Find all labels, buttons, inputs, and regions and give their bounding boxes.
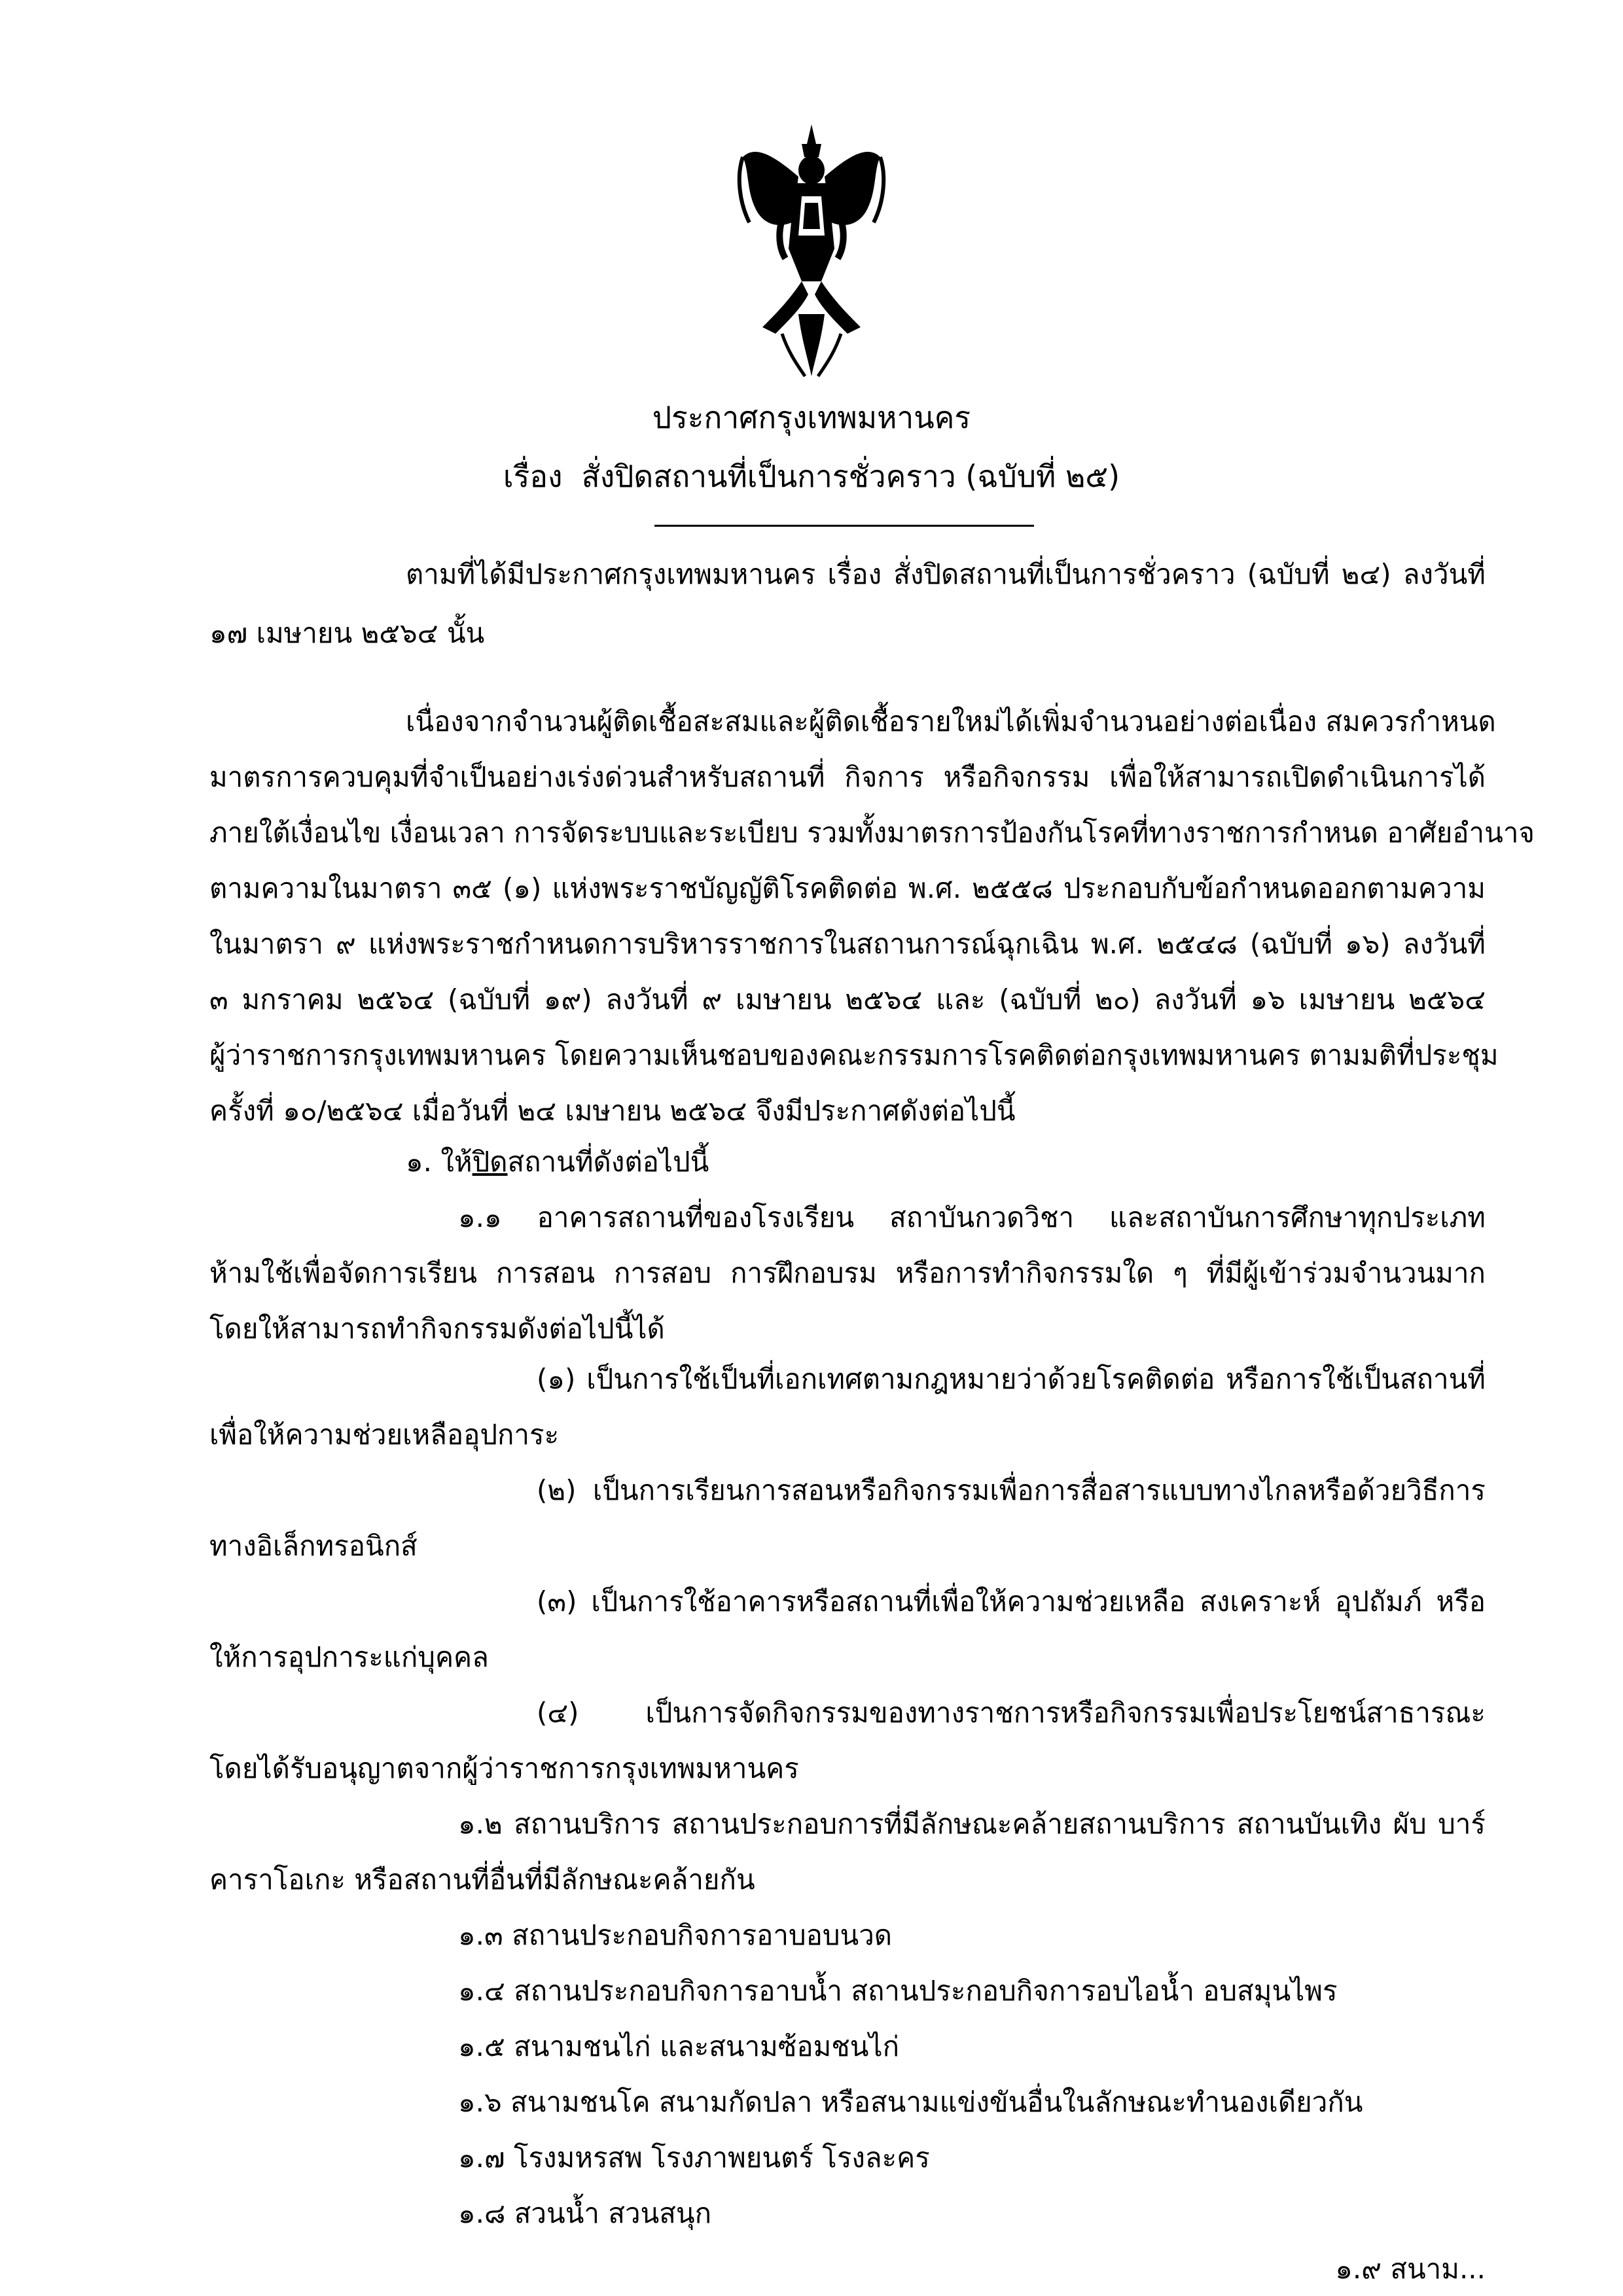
subitem-4-line-1: (๔) เป็นการจัดกิจกรรมของทางราชการหรือกิจกรรมเพื่อประโยชน์สาธารณะ [537, 1697, 1486, 1729]
subitem-1-line-2: เพื่อให้ความช่วยเหลืออุปการะ [209, 1419, 560, 1451]
subject-label: เรื่อง [503, 459, 563, 494]
reason-line-5: ในมาตรา ๙ แห่งพระราชกำหนดการบริหารราชการในสถานการณ์ฉุกเฉิน พ.ศ. ๒๕๔๘ (ฉบับที่ ๑๖) ลงวันที่ [209, 928, 1486, 960]
item-1-2-line-2: คาราโอเกะ หรือสถานที่อื่นที่มีลักษณะคล้ายกัน [209, 1863, 755, 1896]
item-1-4: ๑.๔ สถานประกอบกิจการอาบน้ำ สถานประกอบกิจการอบไอน้ำ อบสมุนไพร [458, 1975, 1338, 2007]
item-1-6: ๑.๖ สนามชนโค สนามกัดปลา หรือสนามแข่งขันอื่นในลักษณะทำนองเดียวกัน [458, 2086, 1363, 2118]
subitem-3-line-2: ให้การอุปการะแก่บุคคล [209, 1641, 489, 1673]
item-1-1-line-3: โดยให้สามารถทำกิจกรรมดังต่อไปนี้ได้ [209, 1313, 665, 1345]
clause-1-number: ๑. [406, 1146, 433, 1178]
subitem-1-line-1: (๑) เป็นการใช้เป็นที่เอกเทศตามกฎหมายว่าด้วยโรคติดต่อ หรือการใช้เป็นสถานที่ [537, 1363, 1486, 1395]
subitem-2-line-1: (๒) เป็นการเรียนการสอนหรือกิจกรรมเพื่อการสื่อสารแบบทางไกลหรือด้วยวิธีการ [537, 1474, 1486, 1506]
subitem-4-line-2: โดยได้รับอนุญาตจากผู้ว่าราชการกรุงเทพมหานคร [209, 1752, 799, 1784]
reason-line-2: มาตรการควบคุมที่จำเป็นอย่างเร่งด่วนสำหรับสถานที่ กิจการ หรือกิจกรรม เพื่อให้สามารถเปิดดำเนินการได้ [209, 761, 1486, 793]
reason-line-4: ตามความในมาตรา ๓๕ (๑) แห่งพระราชบัญญัติโรคติดต่อ พ.ศ. ๒๕๕๘ ประกอบกับข้อกำหนดออกตามความ [209, 872, 1486, 904]
intro-line-1: ตามที่ได้มีประกาศกรุงเทพมหานคร เรื่อง สั่งปิดสถานที่เป็นการชั่วคราว (ฉบับที่ ๒๔) ลงวันที่ [406, 558, 1486, 590]
subitem-3-line-1: (๓) เป็นการใช้อาคารหรือสถานที่เพื่อให้ความช่วยเหลือ สงเคราะห์ อุปถัมภ์ หรือ [537, 1585, 1486, 1617]
clause-1-heading [406, 1144, 709, 1180]
clause-1-underlined: ปิด [472, 1146, 508, 1178]
clause-1-post: สถานที่ดังต่อไปนี้ [507, 1146, 709, 1178]
page-continuation: ๑.๙ สนาม... [1335, 2253, 1486, 2285]
clause-1-pre: ให้ [440, 1146, 473, 1178]
reason-line-7: ผู้ว่าราชการกรุงเทพมหานคร โดยความเห็นชอบของคณะกรรมการโรคติดต่อกรุงเทพมหานคร ตามมติที่ประชุม [209, 1039, 1499, 1071]
reason-line-1: เนื่องจากจำนวนผู้ติดเชื้อสะสมและผู้ติดเชื้อรายใหม่ได้เพิ่มจำนวนอย่างต่อเนื่อง สมควรกำหนด [406, 705, 1496, 737]
item-1-5: ๑.๕ สนามชนไก่ และสนามซ้อมชนไก่ [458, 2030, 900, 2062]
item-1-2-line-1: ๑.๒ สถานบริการ สถานประกอบการที่มีลักษณะคล้ายสถานบริการ สถานบันเทิง ผับ บาร์ [458, 1808, 1486, 1840]
garuda-emblem [736, 118, 887, 380]
reason-line-6: ๓ มกราคม ๒๕๖๔ (ฉบับที่ ๑๙) ลงวันที่ ๙ เมษายน ๒๕๖๔ และ (ฉบับที่ ๒๐) ลงวันที่ ๑๖ เมษายน ๒๕๖๔ [209, 983, 1486, 1016]
intro-line-2: ๑๗ เมษายน ๒๕๖๔ นั้น [209, 617, 485, 649]
reason-line-8: ครั้งที่ ๑๐/๒๕๖๔ เมื่อวันที่ ๒๔ เมษายน ๒๕๖๔ จึงมีประกาศดังต่อไปนี้ [209, 1095, 1016, 1127]
announcement-subject [0, 457, 1623, 496]
title-divider [654, 525, 1034, 527]
reason-line-3: ภายใต้เงื่อนไข เงื่อนเวลา การจัดระบบและระเบียบ รวมทั้งมาตรการป้องกันโรคที่ทางราชการกำหนด อาศัยอำนาจ [209, 817, 1535, 849]
item-1-1-line-1: ๑.๑ อาคารสถานที่ของโรงเรียน สถาบันกวดวิชา และสถาบันการศึกษาทุกประเภท [458, 1201, 1486, 1233]
item-1-3: ๑.๓ สถานประกอบกิจการอาบอบนวด [458, 1919, 893, 1951]
item-1-8: ๑.๘ สวนน้ำ สวนสนุก [458, 2197, 712, 2229]
announcement-title: ประกาศกรุงเทพมหานคร [652, 400, 971, 435]
item-1-1-line-2: ห้ามใช้เพื่อจัดการเรียน การสอน การสอบ การฝึกอบรม หรือการทำกิจกรรมใด ๆ ที่มีผู้เข้าร่วมจำนวนมาก [209, 1257, 1486, 1289]
item-1-7: ๑.๗ โรงมหรสพ โรงภาพยนตร์ โรงละคร [458, 2142, 930, 2174]
subject-text: สั่งปิดสถานที่เป็นการชั่วคราว (ฉบับที่ ๒๕) [581, 459, 1120, 494]
subitem-2-line-2: ทางอิเล็กทรอนิกส์ [209, 1530, 418, 1562]
